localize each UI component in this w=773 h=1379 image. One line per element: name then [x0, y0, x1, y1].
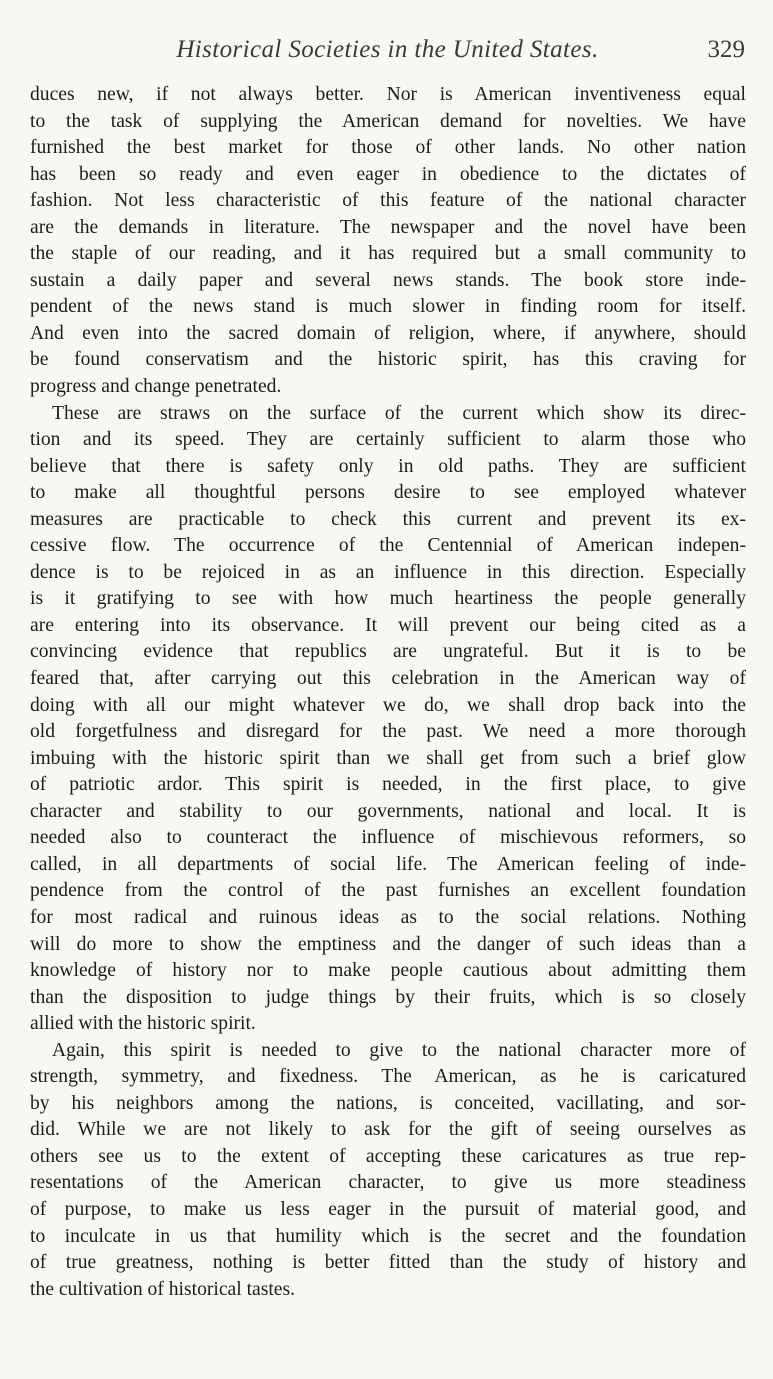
text-line: allied with the historic spirit.	[30, 1013, 256, 1035]
text-line: needed also to counteract the influence of mischievous reformers, so	[30, 827, 746, 849]
text-line: strength, symmetry, and fixedness. The American, as he is caricatured	[30, 1066, 746, 1088]
text-line: feared that, after carrying out this celebration in the American way of	[30, 668, 746, 690]
text-line: be found conservatism and the historic spirit, has this craving for	[30, 349, 746, 371]
text-line: are the demands in literature. The newspaper and the novel have been	[30, 216, 746, 238]
text-line: character and stability to our governments, national and local. It is	[30, 800, 746, 822]
text-line: of true greatness, nothing is better fitted than the study of history and	[30, 1252, 746, 1274]
text-line: measures are practicable to check this current and prevent its ex-	[30, 508, 746, 530]
text-line: fashion. Not less characteristic of this feature of the national character	[30, 190, 746, 212]
text-line: resentations of the American character, to give us more steadiness	[30, 1172, 746, 1194]
text-line: doing with all our might whatever we do, we shall drop back into the	[30, 694, 746, 716]
text-line: sustain a daily paper and several news stands. The book store inde-	[30, 269, 746, 291]
paragraph	[30, 82, 746, 401]
text-line: These are straws on the surface of the current which show its direc-	[52, 402, 746, 424]
running-head	[30, 36, 745, 66]
text-line: has been so ready and even eager in obedience to the dictates of	[30, 163, 746, 185]
text-line: are entering into its observance. It will prevent our being cited as a	[30, 614, 746, 636]
text-line: of purpose, to make us less eager in the pursuit of material good, and	[30, 1198, 746, 1220]
text-line: pendent of the news stand is much slower in finding room for itself.	[30, 296, 746, 318]
text-line: furnished the best market for those of other lands. No other nation	[30, 137, 746, 159]
text-line: progress and change penetrated.	[30, 376, 282, 398]
text-line: dence is to be rejoiced in as an influence in this direction. Especially	[30, 561, 746, 583]
text-line: tion and its speed. They are certainly sufficient to alarm those who	[30, 429, 746, 451]
text-line: than the disposition to judge things by their fruits, which is so closely	[30, 986, 746, 1008]
text-line: believe that there is safety only in old paths. They are sufficient	[30, 455, 746, 477]
text-line: Again, this spirit is needed to give to the national character more of	[52, 1039, 746, 1061]
text-line: the cultivation of historical tastes.	[30, 1278, 295, 1300]
text-line: of patriotic ardor. This spirit is needed, in the first place, to give	[30, 774, 746, 796]
text-line: duces new, if not always better. Nor is American inventiveness equal	[30, 84, 746, 105]
text-line: by his neighbors among the nations, is conceited, vacillating, and sor-	[30, 1092, 746, 1114]
paragraph	[30, 401, 746, 1038]
page-number: 329	[707, 36, 745, 63]
text-line: And even into the sacred domain of religion, where, if anywhere, should	[30, 322, 746, 344]
text-line: convincing evidence that republics are ungrateful. But it is to be	[30, 641, 746, 663]
text-line: imbuing with the historic spirit than we shall get from such a brief glow	[30, 747, 746, 769]
text-line: to the task of supplying the American demand for novelties. We have	[30, 110, 746, 132]
text-line: cessive flow. The occurrence of the Centennial of American indepen-	[30, 535, 746, 557]
running-title: Historical Societies in the United States.	[176, 36, 599, 63]
text-line: knowledge of history nor to make people cautious about admitting them	[30, 960, 746, 982]
text-line: did. While we are not likely to ask for the gift of seeing ourselves as	[30, 1119, 746, 1141]
text-line: to inculcate in us that humility which is the secret and the foundation	[30, 1225, 746, 1247]
body-text	[30, 82, 746, 1303]
text-line: pendence from the control of the past furnishes an excellent foundation	[30, 880, 746, 902]
text-line: the staple of our reading, and it has required but a small community to	[30, 243, 746, 265]
text-line: called, in all departments of social life. The American feeling of inde-	[30, 853, 746, 875]
text-line: for most radical and ruinous ideas as to the social relations. Nothing	[30, 906, 746, 928]
text-line: will do more to show the emptiness and the danger of such ideas than a	[30, 933, 746, 955]
text-line: old forgetfulness and disregard for the past. We need a more thorough	[30, 721, 746, 743]
text-line: is it gratifying to see with how much heartiness the people generally	[30, 588, 746, 610]
paragraph	[30, 1038, 746, 1303]
text-line: to make all thoughtful persons desire to see employed whatever	[30, 482, 746, 504]
text-line: others see us to the extent of accepting these caricatures as true rep-	[30, 1145, 746, 1167]
